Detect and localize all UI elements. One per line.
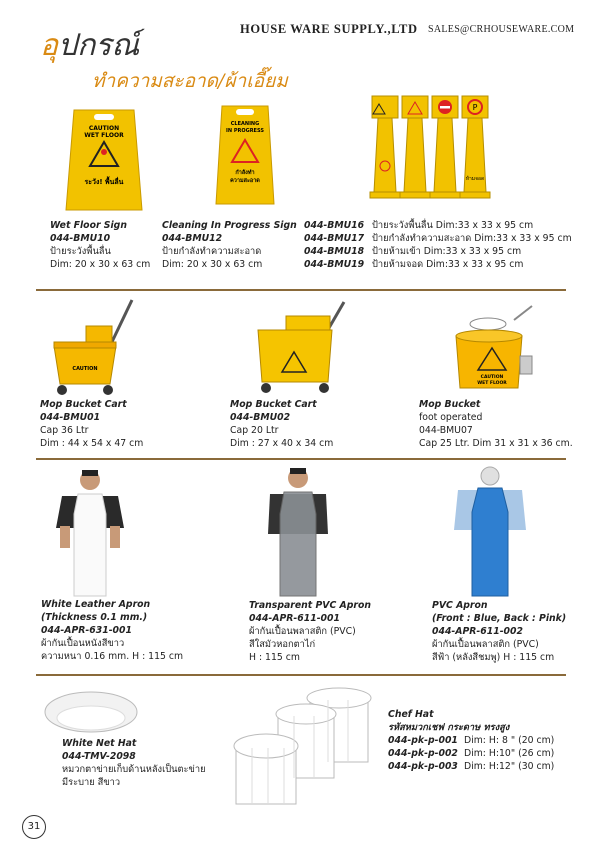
product-code: 044-BMU07	[419, 425, 473, 436]
product-name: Mop Bucket Cart	[230, 399, 317, 410]
product-code: 044-BMU10	[50, 233, 111, 244]
chef-hat-row	[388, 760, 554, 773]
section-divider	[36, 674, 566, 676]
page-title-accent: อุ	[40, 28, 59, 63]
mop-bucket-cart-20-image	[254, 300, 350, 394]
product-thai-name: ผ้ากันเปื้อนหนังสีขาว	[41, 638, 125, 649]
product-name: Transparent PVC Apron	[249, 600, 371, 611]
product-subtitle: foot operated	[419, 412, 483, 423]
product-name: Wet Floor Sign	[50, 220, 127, 231]
white-net-hat-info	[62, 737, 206, 789]
white-leather-apron-info	[41, 598, 183, 663]
product-description: ป้ายกำลังทำความสะอาด Dim:33 x 33 x 95 cm	[372, 233, 572, 244]
mop-bucket-20-info	[230, 398, 333, 450]
chef-hats-image	[232, 686, 374, 810]
product-capacity: Cap 20 Ltr	[230, 425, 279, 436]
product-spec: (Thickness 0.1 mm.)	[41, 612, 148, 623]
cleaning-sign-image-label-4: ความสะอาด	[230, 178, 260, 184]
product-thai-name: ผ้ากันเปื้อนพลาสติก (PVC)	[432, 639, 539, 650]
product-dimension: Dim: 20 x 30 x 63 cm	[162, 259, 263, 270]
white-net-hat-image	[42, 688, 140, 740]
cone-2	[400, 96, 430, 198]
product-thai-name: หมวกตาข่ายเก็บด้านหลังเป็นตะข่าย	[62, 764, 206, 775]
cleaning-sign-image-label-3: กำลังทำ	[235, 170, 255, 176]
wet-floor-sign-image	[64, 102, 144, 214]
product-dimension: Dim: 20 x 30 x 63 cm	[50, 259, 151, 270]
page-subtitle: ทำความสะอาด/ผ้าเอี๊ยม	[92, 70, 288, 92]
section-divider	[36, 458, 566, 460]
cone-4	[460, 96, 490, 198]
product-dimension: ความหนา 0.16 mm. H : 115 cm	[41, 651, 184, 662]
wet-floor-sign-image-label-3: ระวัง! พื้นลื่น	[84, 178, 124, 186]
product-name: Cleaning In Progress Sign	[162, 220, 297, 231]
product-thai-detail: สีใสมัวหอกตาไก่	[249, 639, 316, 650]
white-leather-apron-image	[54, 466, 126, 598]
mop-bucket-36-image-label: CAUTION	[72, 366, 98, 372]
product-description: ป้ายห้ามจอด Dim:33 x 33 x 95 cm	[372, 259, 524, 270]
product-name: Chef Hat	[388, 709, 434, 720]
mop-bucket-foot-info	[419, 398, 573, 450]
product-code: 044-APR-611-002	[432, 626, 523, 637]
product-name: White Leather Apron	[41, 599, 151, 610]
transparent-pvc-apron-image	[266, 464, 330, 598]
cone-row	[304, 258, 572, 271]
product-thai-name: รหัสหมวกเชฟ กระดาษ ทรงสูง	[388, 722, 510, 733]
section-divider	[36, 289, 566, 291]
product-code: 044-BMU01	[40, 412, 101, 423]
chef-hat-info	[388, 708, 554, 773]
cone-row	[304, 245, 572, 258]
product-name: PVC Apron	[432, 600, 488, 611]
svg-text:P: P	[472, 103, 478, 112]
mop-bucket-foot-image	[452, 302, 538, 394]
product-code: 044-APR-611-001	[249, 613, 340, 624]
chef-hat-row	[388, 747, 554, 760]
mop-bucket-36-info	[40, 398, 143, 450]
wet-floor-sign-info	[50, 219, 150, 271]
product-code: 044-BMU19	[304, 259, 365, 270]
company-name: HOUSE WARE SUPPLY.,LTD	[240, 22, 418, 36]
warning-cones-image	[368, 96, 492, 212]
product-code: 044-pk-p-003	[388, 761, 458, 772]
product-description: ป้ายห้ามเข้า Dim:33 x 33 x 95 cm	[372, 246, 522, 257]
cleaning-sign-image-label-2: IN PROGRESS	[226, 128, 264, 134]
transparent-pvc-apron-info	[249, 599, 371, 664]
product-dimension: สีฟ้า (หลังสีชมพู) H : 115 cm	[432, 652, 555, 663]
company-email: SALES@CRHOUSEWARE.COM	[428, 24, 575, 35]
product-code: 044-pk-p-002	[388, 748, 458, 759]
product-name: Mop Bucket	[419, 399, 481, 410]
cleaning-sign-image-label-1: CLEANING	[230, 121, 260, 127]
cones-info	[304, 219, 572, 271]
product-dimension: Dim : 27 x 40 x 34 cm	[230, 438, 334, 449]
product-dimension: H : 115 cm	[249, 652, 300, 663]
product-name: White Net Hat	[62, 738, 137, 749]
product-code: 044-BMU18	[304, 246, 365, 257]
product-code: 044-pk-p-001	[388, 735, 458, 746]
product-thai-name: ผ้ากันเปื้อนพลาสติก (PVC)	[249, 626, 356, 637]
mop-bucket-foot-image-label-2: WET FLOOR	[477, 381, 507, 386]
page-number: 31	[22, 815, 46, 839]
product-dimension: Dim: H: 8 " (20 cm)	[464, 735, 555, 746]
pvc-apron-image	[452, 464, 528, 598]
product-description: ป้ายระวังพื้นลื่น Dim:33 x 33 x 95 cm	[372, 220, 534, 231]
cone-3	[430, 96, 460, 198]
cone-row	[304, 232, 572, 245]
product-thai-name: ป้ายกำลังทำความสะอาด	[162, 246, 262, 257]
cleaning-sign-info	[162, 219, 297, 271]
product-code: 044-BMU02	[230, 412, 291, 423]
product-code: 044-APR-631-001	[41, 625, 132, 636]
chef-hat-row	[388, 734, 554, 747]
cone-row	[304, 219, 572, 232]
product-capacity: Cap 36 Ltr	[40, 425, 89, 436]
product-thai-detail: มีระบาย สีขาว	[62, 777, 121, 788]
product-dimension: Dim: H:10" (26 cm)	[464, 748, 555, 759]
mop-bucket-foot-image-label-1: CAUTION	[480, 375, 504, 380]
product-name: Mop Bucket Cart	[40, 399, 127, 410]
cone-1	[370, 96, 400, 198]
mop-bucket-cart-36-image	[50, 298, 140, 396]
product-code: 044-BMU16	[304, 220, 365, 231]
wet-floor-sign-image-label-2: WET FLOOR	[84, 132, 124, 139]
product-code: 044-TMV-2098	[62, 751, 136, 762]
product-dimension: Dim : 44 x 54 x 47 cm	[40, 438, 144, 449]
pvc-apron-info	[432, 599, 566, 664]
product-thai-name: ป้ายระวังพื้นลื่น	[50, 246, 111, 257]
cone-4-label: ห้ามจอด	[465, 176, 485, 182]
page-title	[40, 22, 139, 69]
product-dimension: Dim: H:12" (30 cm)	[464, 761, 555, 772]
wet-floor-sign-image-label-1: CAUTION	[88, 125, 120, 132]
product-code: 044-BMU12	[162, 233, 223, 244]
product-spec: (Front : Blue, Back : Pink)	[432, 613, 567, 624]
page-title-rest: ปกรณ์	[58, 28, 140, 63]
product-code: 044-BMU17	[304, 233, 365, 244]
cleaning-sign-image	[214, 100, 276, 206]
product-capacity: Cap 25 Ltr. Dim 31 x 31 x 36 cm.	[419, 438, 573, 449]
